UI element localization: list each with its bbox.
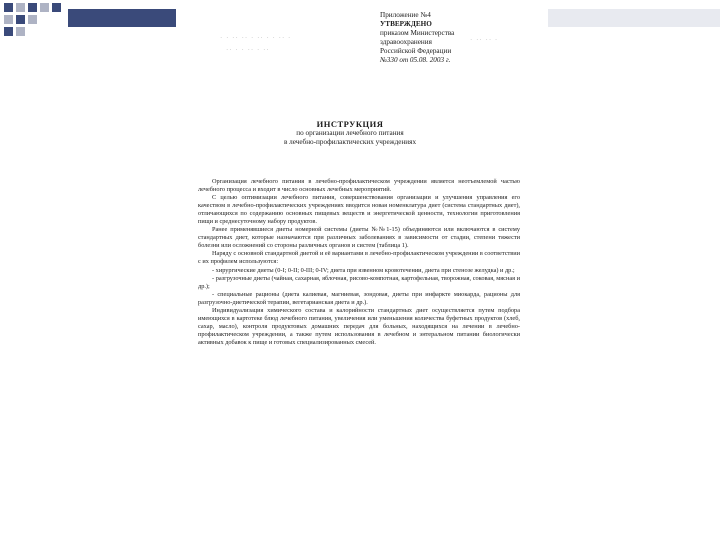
deco-square (4, 3, 13, 12)
approval-line: Российской Федерации (380, 47, 452, 55)
list-item: - специальные рационы (диета калиевая, магниевая, зондовая, диеты при инфаркте миокарда, рационы для разгрузочно-диетической терапии, вегетарианская диета и др.). (198, 290, 520, 306)
deco-square (52, 3, 61, 12)
body-paragraph: С целью оптимизации лечебного питания, совершенствования организации и улучшения управления его качеством в лечебно-профилактических учреждениях вводится новая номенклатура диет (система стандартных диет), отличающихся по содержанию основных пищевых веществ и энергетической ценности, технологии приготовления пищи и среднесуточному набору продуктов. (198, 194, 520, 226)
body-paragraph: Наряду с основной стандартной диетой и её вариантами в лечебно-профилактическом учреждении в соответствии с их профилем используются: (198, 250, 520, 266)
deco-square (16, 3, 25, 12)
bleed-through-marks: ·· · · ·· · ·· (226, 46, 270, 54)
slide-decoration (0, 0, 62, 40)
title-line: по организации лечебного питания (296, 129, 404, 137)
list-item: - хирургические диеты (0-I; 0-II; 0-III; 0-IV; диета при язвенном кровотечении, диета при стенозе желудка) и др.; (212, 266, 515, 274)
list-item: - разгрузочные диеты (чайная, сахарная, яблочная, рисово-компотная, картофельная, творожная, соковая, мясная и др.); (198, 274, 520, 290)
document-body (198, 178, 520, 347)
deco-square (4, 27, 13, 36)
deco-square (4, 15, 13, 24)
document-title (200, 120, 500, 147)
slide-header-bar-light (548, 9, 720, 27)
approval-stamp (380, 11, 530, 65)
body-paragraph: Индивидуализация химического состава и калорийности стандартных диет осуществляется путем подбора имеющихся в картотеке блюд лечебного питания, увеличения или уменьшения количества буфетных продуктов (хлеб, сахар, масло), контроля продуктовых домашних передач для больных, находящихся на лечении в лечебно-профилактическом учреждении, а также путем использования в лечебном и энтеральном питании биологически активных добавок к пище и готовых специализированных смесей. (198, 306, 520, 346)
bleed-through-marks: · · ·· ·· · ·· · · ·· · (220, 34, 292, 42)
body-paragraph: Ранее применявшиеся диеты номерной системы (диеты №№1-15) объединяются или включаются в систему стандартных диет, которые назначаются при различных заболеваниях в зависимости от стадии, степени тяжести болезни или осложнений со стороны различных органов и систем (таблица 1). (198, 226, 520, 250)
deco-square (16, 27, 25, 36)
deco-square (28, 3, 37, 12)
approval-line: приказом Министерства (380, 29, 455, 37)
title-line: в лечебно-профилактических учреждениях (283, 138, 417, 146)
deco-square (40, 3, 49, 12)
title-heading: ИНСТРУКЦИЯ (316, 119, 384, 129)
approval-line: здравоохранения (380, 38, 432, 46)
approval-line: УТВЕРЖДЕНО (380, 20, 432, 28)
bleed-through-marks: · ·· ·· · (470, 36, 499, 44)
approval-line: №330 от 05.08. 2003 г. (380, 56, 451, 64)
body-paragraph: Организация лечебного питания в лечебно-профилактическом учреждении является неотъемлемой частью лечебного процесса и входит в число основных лечебных мероприятий. (198, 178, 520, 194)
approval-line: Приложение №4 (380, 11, 431, 19)
deco-square (16, 15, 25, 24)
deco-square (28, 15, 37, 24)
slide-header-bar (68, 9, 178, 27)
